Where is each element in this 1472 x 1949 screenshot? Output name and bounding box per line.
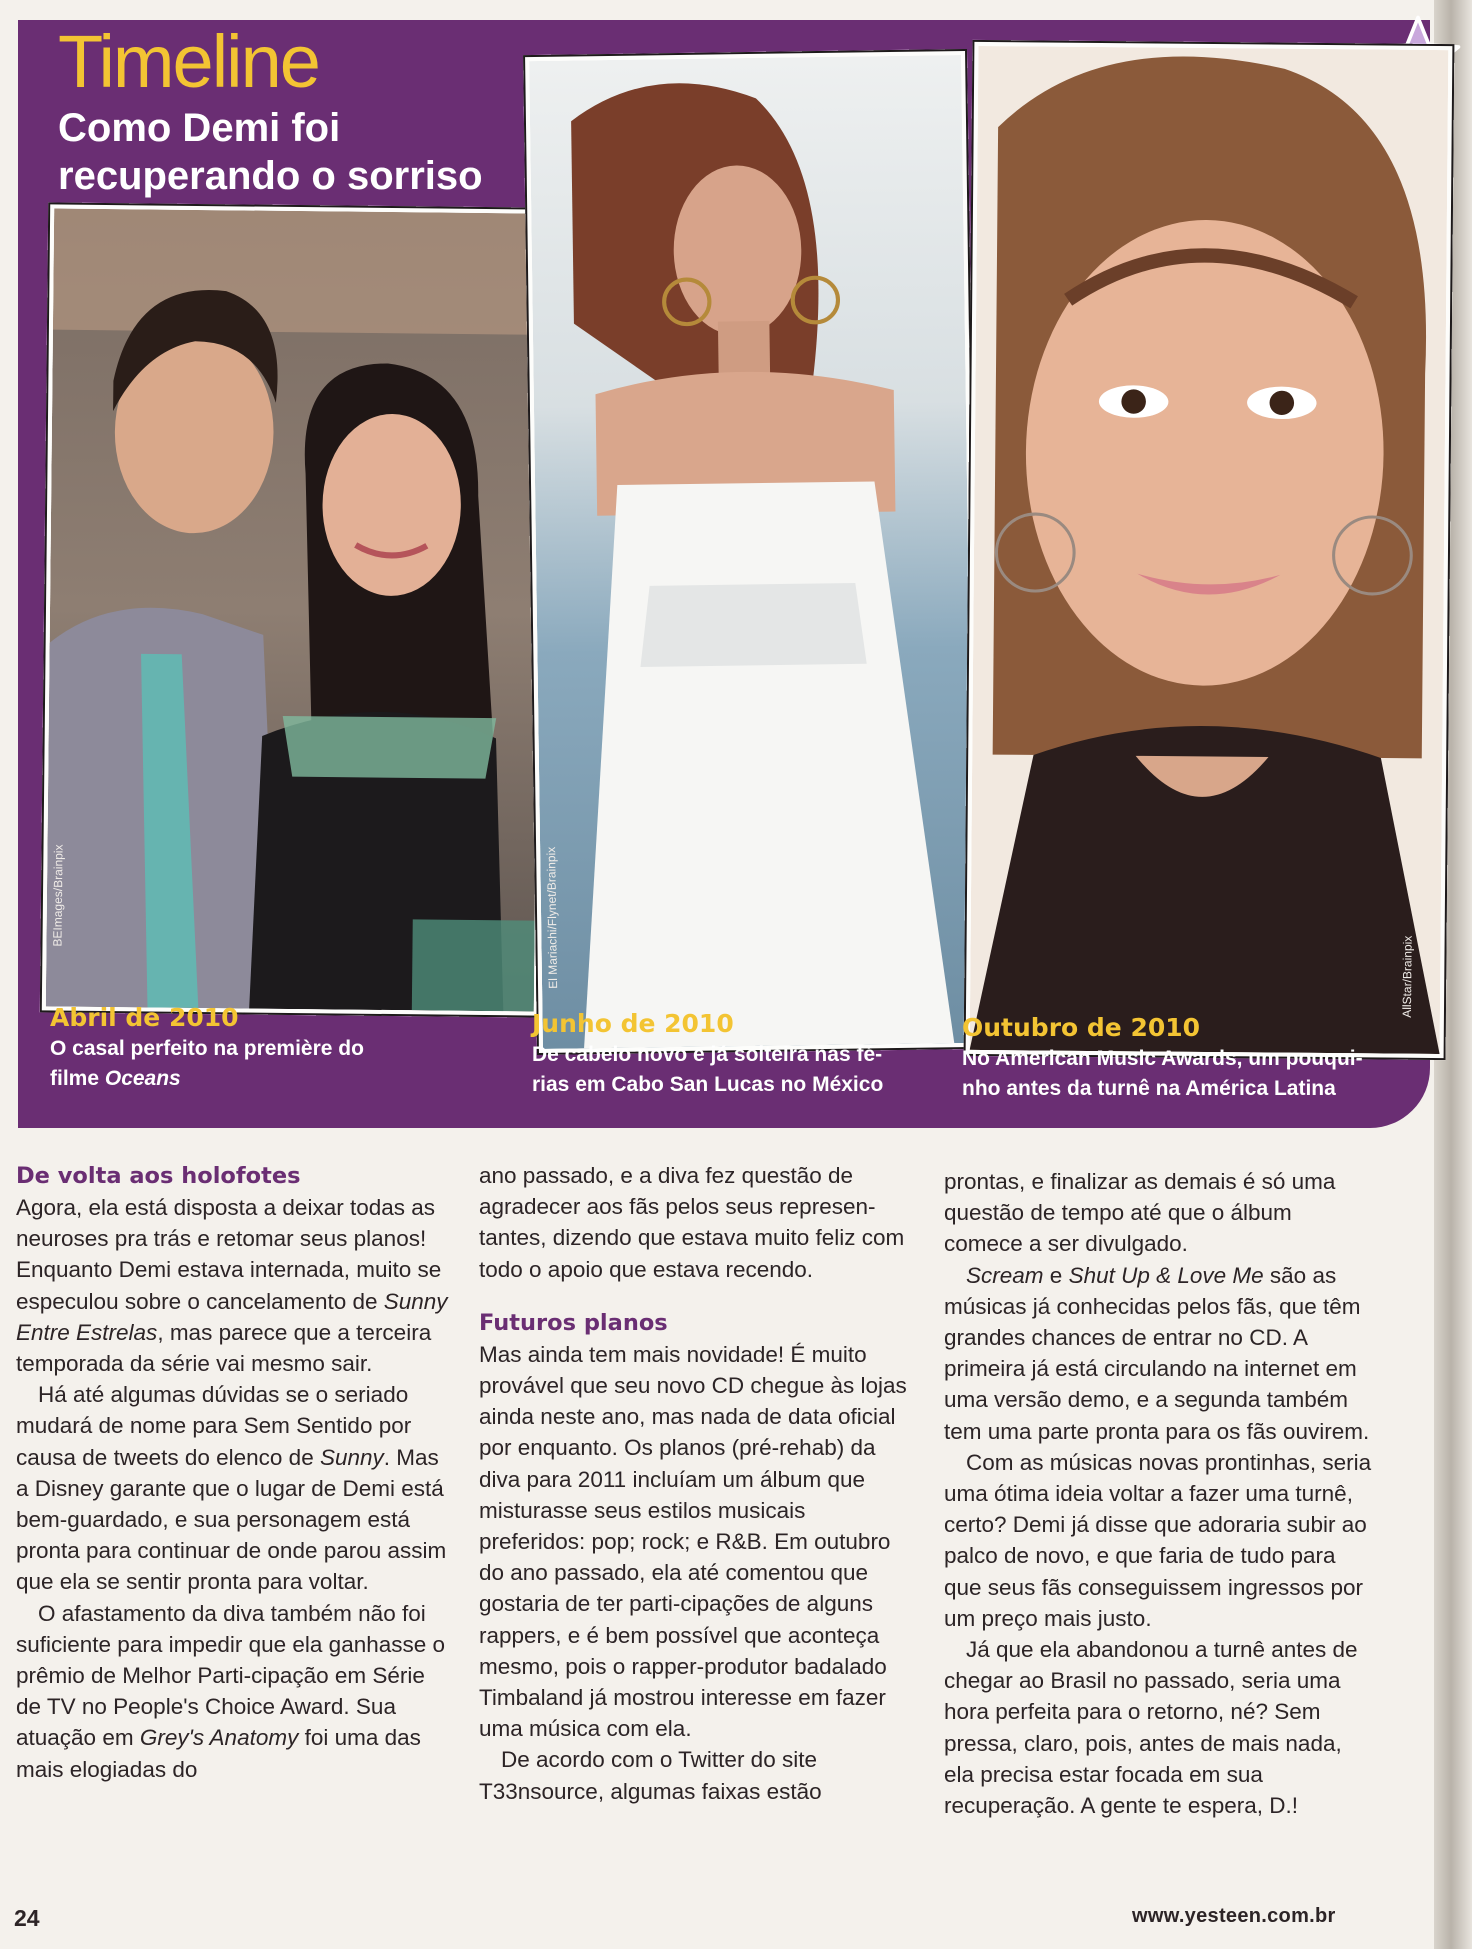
paragraph-text: Agora, ela está disposta a deixar todas as neuroses pra trás e retomar seus planos! Enquanto Demi estava internada, muito se especulou sobre o cancelamento de [16, 1195, 442, 1314]
song-title: Shut Up & Love Me [1068, 1262, 1264, 1288]
website-url: www.yesteen.com.br [1132, 1905, 1336, 1927]
paragraph-continuation: ano passado, e a diva fez questão de agradecer aos fãs pelos seus represen-tantes, dizendo que estava muito feliz com todo o apoio que estava recendo. [479, 1163, 905, 1282]
photo-credit: BEImages/Brainpix [50, 844, 66, 947]
article-column-2 [479, 1160, 911, 1807]
caption-april-2010 [50, 1002, 450, 1094]
caption-line-1: O casal perfeito na première do [50, 1037, 364, 1060]
section-heading: De volta aos holofotes [16, 1163, 301, 1189]
caption-film-title: Oceans [104, 1067, 181, 1090]
caption-october-2010 [962, 1012, 1412, 1104]
subtitle-line-1: Como Demi foi [58, 106, 341, 150]
caption-date: Abril de 2010 [50, 1003, 239, 1032]
section-heading: Futuros planos [479, 1309, 668, 1336]
paragraph-text: . Mas a Disney garante que o lugar de Demi está bem-guardado, e sua personagem está pronta para continuar de onde parou assim que ela se sentir pronta para voltar. [16, 1444, 447, 1595]
page-title: Timeline [58, 20, 319, 103]
paragraph-continuation: prontas, e finalizar as demais é só uma questão de tempo até que o álbum comece a ser divulgado. [944, 1169, 1336, 1257]
show-title: Grey's Anatomy [139, 1725, 299, 1751]
caption-line-1: No American Music Awards, um pouqui- [962, 1047, 1363, 1070]
photo-october-2010 [964, 40, 1455, 1060]
caption-date: Outubro de 2010 [962, 1013, 1201, 1042]
photo-june-2010 [523, 49, 981, 1055]
paragraph [16, 1379, 448, 1597]
page-number: 24 [14, 1905, 40, 1931]
paragraph [16, 1192, 448, 1379]
caption-date: Junho de 2010 [532, 1009, 734, 1038]
show-title: Sunny Entre Estrelas [16, 1288, 448, 1345]
paragraph: Já que ela abandonou a turnê antes de chegar ao Brasil no passado, seria uma hora perfeita para o retorno, né? Sem pressa, claro, pois, antes de mais nada, ela precisa estar focada em sua recuperação. A gente te espera, D.! [944, 1637, 1358, 1819]
paragraph: Mas ainda tem mais novidade! É muito provável que seu novo CD chegue às lojas ainda neste ano, mas nada de data oficial por enquanto. Os planos (pré-rehab) da diva para 2011 incluíam um álbum que misturasse seus estilos musicais preferidos: pop; rock; e R&B. Em outubro do ano passado, ela até comentou que gostaria de ter parti-cipações de alguns rappers, e é bem possível que aconteça mesmo, pois o rapper-produtor badalado Timbaland já mostrou interesse em fazer uma música com ela. [479, 1341, 907, 1742]
paragraph: De acordo com o Twitter do site T33nsource, algumas faixas estão [479, 1747, 822, 1804]
paragraph-text: foi uma das mais elogiadas do [16, 1725, 421, 1782]
paragraph: Com as músicas novas prontinhas, seria uma ótima ideia voltar a fazer uma turnê, certo? Demi já disse que adoraria subir ao palco de novo, e que faria de tudo para que seus fãs conseguissem ingressos por um preço mais justo. [944, 1449, 1372, 1631]
paragraph-text: são as músicas já conhecidas pelos fãs, que têm grandes chances de entrar no CD. A primeira já está circulando na internet em uma versão demo, e a segunda também tem uma parte pronta para os fãs ouvirem. [944, 1262, 1370, 1444]
caption-text: filme [50, 1067, 105, 1090]
paragraph-text: e [1043, 1262, 1069, 1288]
paragraph-text: Há até algumas dúvidas se o seriado mudará de nome para Sem Sentido por causa de tweets do elenco de [16, 1382, 412, 1470]
paragraph [944, 1260, 1376, 1447]
caption-line-2: nho antes da turnê na América Latina [962, 1077, 1336, 1100]
photo-credit: AllStar/Brainpix [1399, 935, 1415, 1018]
article-column-1 [16, 1160, 448, 1785]
photo-demi-and-joe [46, 208, 542, 1011]
title-block [58, 22, 483, 200]
caption-june-2010 [532, 1008, 952, 1100]
caption-line-1: De cabelo novo e já solteira nas fé- [532, 1043, 883, 1066]
subtitle-line-2: recuperando o sorriso [58, 154, 483, 198]
paragraph-text: O afastamento da diva também não foi suficiente para impedir que ela ganhasse o prêmio de Melhor Parti-cipação em Série de TV no People's Choice Award. Sua atuação em [16, 1600, 446, 1751]
caption-line-2: rias em Cabo San Lucas no México [532, 1073, 884, 1096]
show-title: Sunny [319, 1444, 384, 1470]
article-column-3 [944, 1166, 1376, 1821]
photo-demi-closeup [970, 46, 1449, 1054]
paragraph-text: , mas parece que a terceira temporada da série vai mesmo sair. [16, 1319, 432, 1377]
caption-line-2 [50, 1064, 450, 1094]
photo-april-2010 [40, 202, 548, 1017]
page-subtitle [58, 104, 483, 200]
photo-demi-white-dress [529, 55, 975, 1049]
song-title: Scream [966, 1262, 1044, 1288]
paragraph [16, 1598, 448, 1785]
photo-credit: El Mariachi/Flynet/Brainpix [544, 846, 561, 989]
